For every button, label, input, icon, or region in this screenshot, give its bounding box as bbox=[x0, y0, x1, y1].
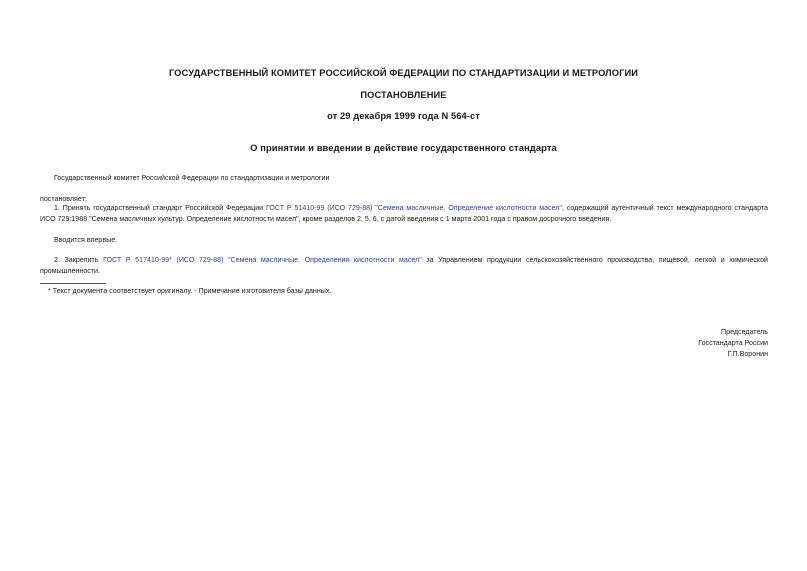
item-2-paragraph bbox=[40, 255, 768, 277]
signature-org: Госстандарта России bbox=[698, 339, 768, 347]
item-2-prefix: 2. Закрепить bbox=[54, 256, 104, 264]
decrees-paragraph: постановляет: bbox=[40, 195, 87, 203]
gost-51410-link[interactable]: ГОСТ Р 51410-99 (ИСО 729-88) "Семена масличные. Определение кислотности масел" bbox=[265, 204, 562, 212]
document-type-heading: ПОСТАНОВЛЕНИЕ bbox=[360, 90, 447, 100]
footnote: * Текст документа соответствует оригиналу. - Примечание изготовителя базы данных. bbox=[48, 287, 332, 295]
first-introduced-paragraph: Вводится впервые. bbox=[54, 236, 118, 244]
committee-heading: ГОСУДАРСТВЕННЫЙ КОМИТЕТ РОССИЙСКОЙ ФЕДЕРАЦИИ ПО СТАНДАРТИЗАЦИИ И МЕТРОЛОГИИ bbox=[168, 68, 639, 78]
intro-paragraph: Государственный комитет Российской Федерации по стандартизации и метрологии bbox=[54, 174, 330, 182]
item-1-prefix: 1. Принять государственный стандарт Российской Федерации bbox=[54, 204, 266, 212]
signature-name: Г.П.Воронин bbox=[727, 350, 768, 358]
signature-block bbox=[698, 327, 768, 360]
gost-517410-link[interactable]: ГОСТ Р 517410-99* (ИСО 729-88) "Семена масличные. Определения кислотности масел" bbox=[103, 256, 422, 264]
date-number-heading: от 29 декабря 1999 года N 564-ст bbox=[327, 111, 480, 121]
item-1-paragraph bbox=[40, 203, 768, 225]
footnote-divider bbox=[40, 283, 106, 284]
item-2-suffix: за Управлением продукции сельскохозяйственного производства, пищевой, легкой и химической промышленности. bbox=[40, 256, 768, 275]
signature-role: Председатель bbox=[721, 328, 768, 336]
document-title: О принятии и введении в действие государственного стандарта bbox=[250, 142, 557, 153]
item-1-suffix: , содержащий аутентичный текст международного стандарта ИСО 729:1988 "Семена масличных культур. Определение кислотности масел", кроме разделов 2, 5, 6, с датой введения с 1 марта 2001 года с правом досрочного введения. bbox=[40, 204, 768, 223]
